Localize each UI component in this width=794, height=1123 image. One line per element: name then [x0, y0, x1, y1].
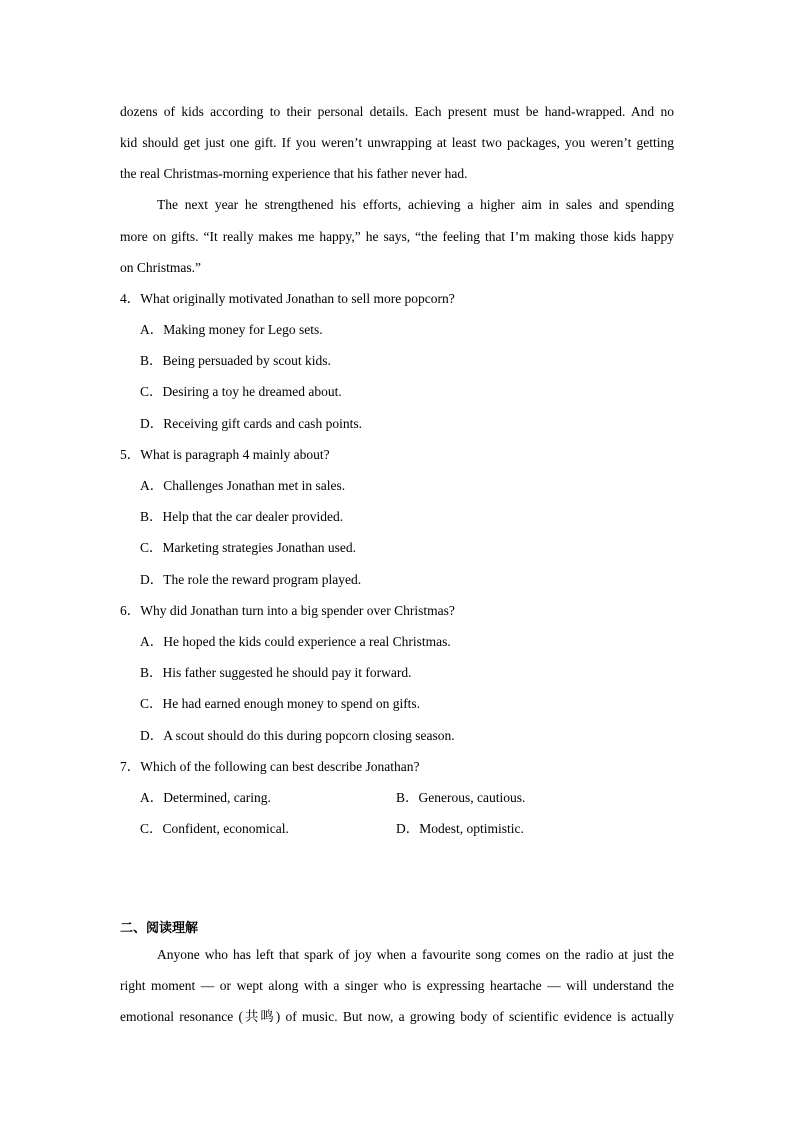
option-4a: A．Making money for Lego sets. — [140, 322, 323, 337]
passage-line: the real Christmas-morning experience that his father never had. — [120, 166, 468, 181]
section-heading: 二、阅读理解 — [120, 921, 199, 936]
passage-line: dozens of kids according to their personal details. Each present must be hand-wrapped. And no — [120, 104, 674, 119]
option-4d: D．Receiving gift cards and cash points. — [140, 416, 362, 431]
passage-line: emotional resonance (共鸣) of music. But now, a growing body of scientific evidence is actually — [120, 1009, 674, 1024]
passage-line: The next year he strengthened his efforts, achieving a higher aim in sales and spending — [157, 197, 674, 212]
option-6a: A．He hoped the kids could experience a real Christmas. — [140, 634, 451, 649]
question-5: 5．What is paragraph 4 mainly about? — [120, 447, 330, 462]
question-7: 7．Which of the following can best describe Jonathan? — [120, 759, 420, 774]
option-7d: D．Modest, optimistic. — [396, 821, 524, 836]
passage-line: kid should get just one gift. If you weren’t unwrapping at least two packages, you weren’t getting — [120, 135, 674, 150]
option-4b: B．Being persuaded by scout kids. — [140, 353, 331, 368]
question-6: 6．Why did Jonathan turn into a big spender over Christmas? — [120, 603, 455, 618]
option-7c: C．Confident, economical. — [140, 821, 289, 836]
option-5b: B．Help that the car dealer provided. — [140, 509, 344, 524]
option-6d: D．A scout should do this during popcorn closing season. — [140, 728, 455, 743]
option-5a: A．Challenges Jonathan met in sales. — [140, 478, 346, 493]
option-7a: A．Determined, caring. — [140, 790, 271, 805]
passage-line: Anyone who has left that spark of joy when a favourite song comes on the radio at just the — [157, 947, 674, 962]
passage-line: on Christmas.” — [120, 260, 201, 275]
option-7b: B．Generous, cautious. — [396, 790, 526, 805]
option-6b: B．His father suggested he should pay it forward. — [140, 665, 412, 680]
option-5c: C．Marketing strategies Jonathan used. — [140, 540, 356, 555]
option-4c: C．Desiring a toy he dreamed about. — [140, 384, 342, 399]
option-6c: C．He had earned enough money to spend on gifts. — [140, 696, 421, 711]
question-4: 4．What originally motivated Jonathan to sell more popcorn? — [120, 291, 455, 306]
option-5d: D．The role the reward program played. — [140, 572, 362, 587]
passage-line: right moment — or wept along with a singer who is expressing heartache — will understand the — [120, 978, 674, 993]
passage-line: more on gifts. “It really makes me happy,” he says, “the feeling that I’m making those kids happy — [120, 229, 674, 244]
